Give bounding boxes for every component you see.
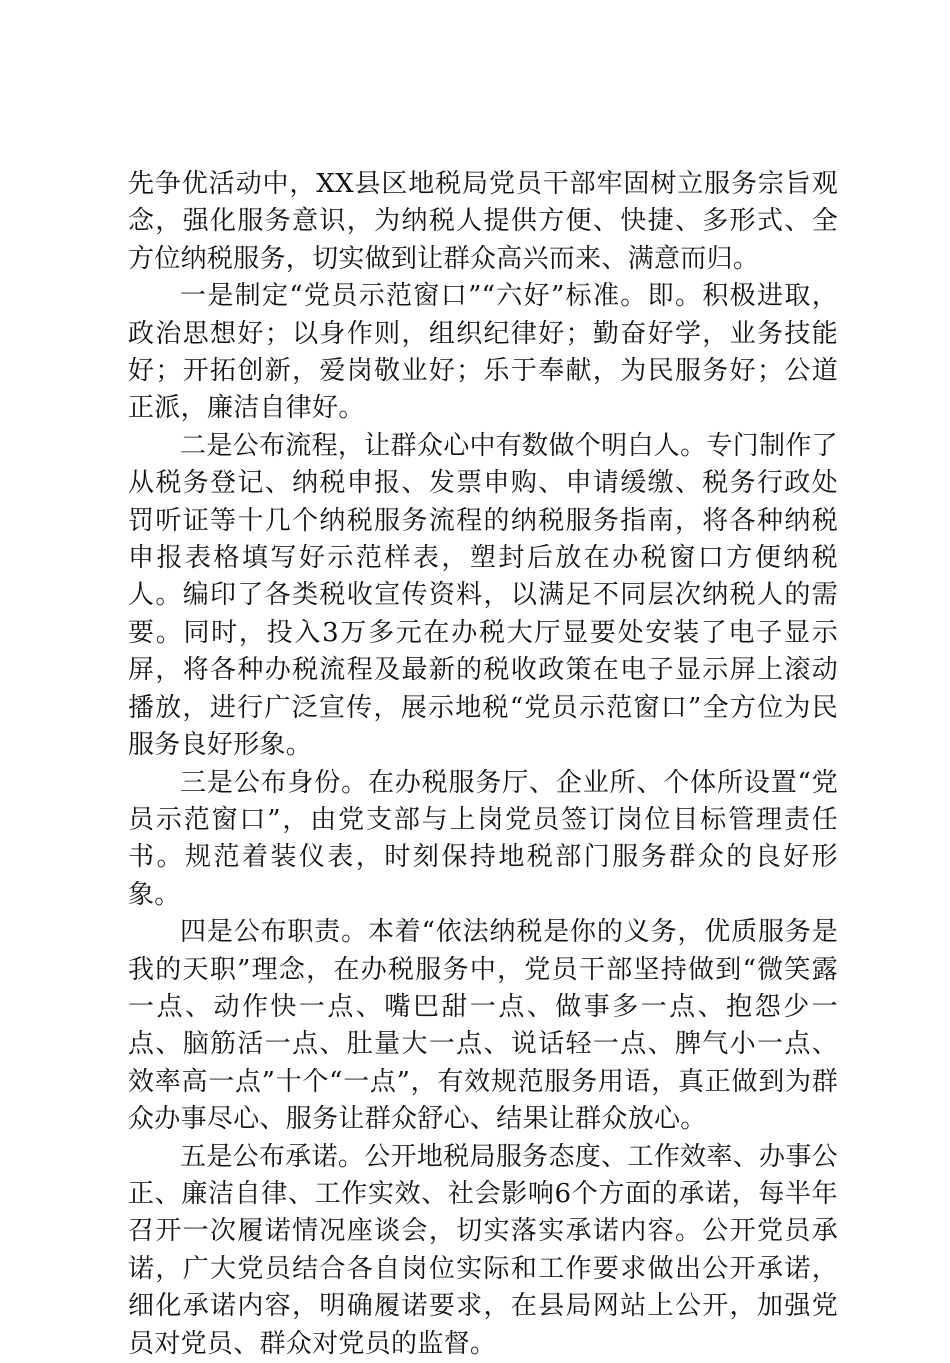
paragraph-publish-duties: 四是公布职责。本着“依法纳税是你的义务，优质服务是我的天职”理念，在办税服务中，党员干部坚持做到“微笑露一点、动作快一点、嘴巴甜一点、做事多一点、抱怨少一点、脑筋活一点、肚量大一点、说话轻一点、脾气小一点、效率高一点”十个“一点”，有效规范服务用语，真正做到为群众办事尽心、服务让群众舒心、结果让群众放心。 (128, 917, 838, 1135)
paragraph-six-good-standards: 一是制定“党员示范窗口”“六好”标准。即。积极进取，政治思想好；以身作则，组织纪律好；勤奋好学，业务技能好；开拓创新，爱岗敬业好；乐于奉献，为民服务好；公道正派，廉洁自律好。 (128, 281, 838, 424)
paragraph-publish-commitments: 五是公布承诺。公开地税局服务态度、工作效率、办事公正、廉洁自律、工作实效、社会影响6个方面的承诺，每半年召开一次履诺情况座谈会，切实落实承诺内容。公开党员承诺，广大党员结合各自岗位实际和工作要求做出公开承诺，细化承诺内容，明确履诺要求，在县局网站上公开，加强党员对党员、群众对党员的监督。 (128, 1141, 838, 1359)
paragraph-publish-identity: 三是公布身份。在办税服务厅、企业所、个体所设置“党员示范窗口”，由党支部与上岗党员签订岗位目标管理责任书。规范着装仪表，时刻保持地税部门服务群众的良好形象。 (128, 767, 838, 910)
document-page (128, 166, 838, 1363)
paragraph-intro-continuation: 先争优活动中，XX县区地税局党员干部牢固树立服务宗旨观念，强化服务意识，为纳税人提供方便、快捷、多形式、全方位纳税服务，切实做到让群众高兴而来、满意而归。 (128, 169, 838, 274)
paragraph-publish-process: 二是公布流程，让群众心中有数做个明白人。专门制作了从税务登记、纳税申报、发票申购、申请缓缴、税务行政处罚听证等十几个纳税服务流程的纳税服务指南，将各种纳税申报表格填写好示范样表，塑封后放在办税窗口方便纳税人。编印了各类税收宣传资料，以满足不同层次纳税人的需要。同时，投入3万多元在办税大厅显要处安装了电子显示屏，将各种办税流程及最新的税收政策在电子显示屏上滚动播放，进行广泛宣传，展示地税“党员示范窗口”全方位为民服务良好形象。 (128, 430, 838, 761)
